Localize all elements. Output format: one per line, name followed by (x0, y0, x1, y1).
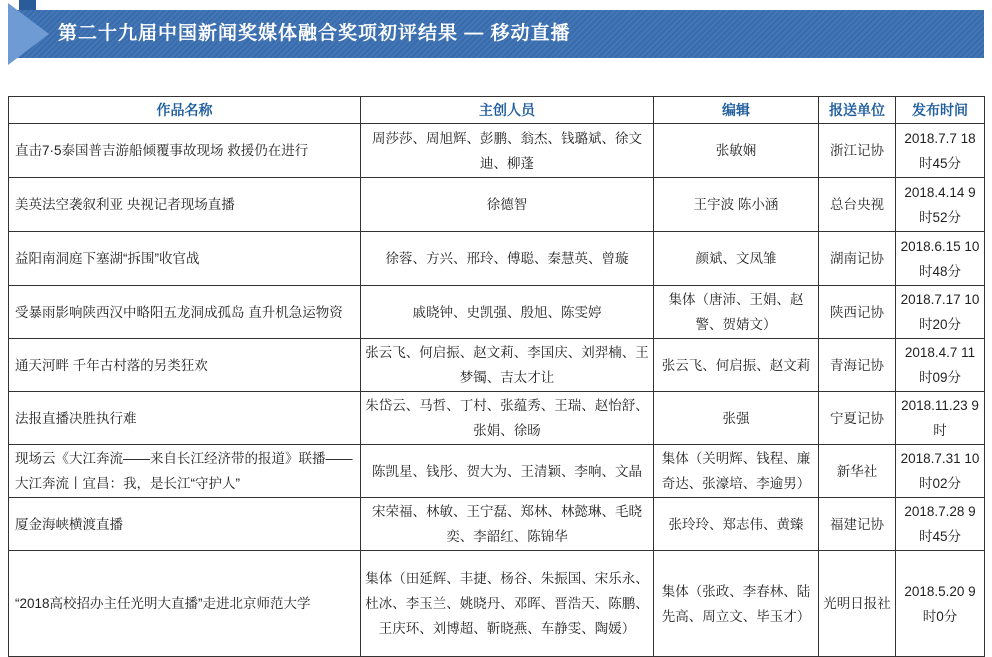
editor-cell: 集体（关明辉、钱程、廉奇达、张濠培、李逾男） (654, 445, 819, 498)
editor-cell: 集体（唐沛、王娟、赵警、贺婧文） (654, 286, 819, 339)
work-title-cell: 益阳南洞庭下塞湖“拆围”收官战 (9, 232, 361, 286)
time-cell: 2018.5.20 9时0分 (896, 551, 985, 657)
time-cell: 2018.6.15 10时48分 (896, 232, 985, 286)
editor-cell: 张强 (654, 392, 819, 445)
title-banner (8, 10, 984, 58)
table-row (9, 498, 985, 551)
work-title-cell: 现场云《大江奔流——来自长江经济带的报道》联播——大江奔流丨宜昌：我，是长江“守护人” (9, 445, 361, 498)
time-cell: 2018.4.7 11时09分 (896, 339, 985, 392)
creators-cell: 宋荣福、林敏、王宁磊、郑林、林懿琳、毛晓奕、李韶红、陈锦华 (361, 498, 654, 551)
time-cell: 2018.7.31 10时02分 (896, 445, 985, 498)
editor-cell: 王宇波 陈小涵 (654, 178, 819, 232)
results-table-container (8, 96, 985, 657)
editor-cell: 张云飞、何启振、赵文莉 (654, 339, 819, 392)
work-title-cell: 直击7·5泰国普吉游船倾覆事故现场 救援仍在进行 (9, 124, 361, 178)
col-header-editor: 编辑 (654, 97, 819, 124)
unit-cell: 新华社 (819, 445, 896, 498)
time-cell: 2018.4.14 9时52分 (896, 178, 985, 232)
table-row (9, 124, 985, 178)
arrow-right-icon (8, 3, 49, 65)
results-table (8, 96, 985, 657)
work-title-cell: 法报直播决胜执行难 (9, 392, 361, 445)
unit-cell: 浙江记协 (819, 124, 896, 178)
unit-cell: 福建记协 (819, 498, 896, 551)
unit-cell: 光明日报社 (819, 551, 896, 657)
table-row (9, 445, 985, 498)
creators-cell: 徐德智 (361, 178, 654, 232)
time-cell: 2018.7.28 9时45分 (896, 498, 985, 551)
work-title-cell: 受暴雨影响陕西汉中略阳五龙洞成孤岛 直升机急运物资 (9, 286, 361, 339)
page-title: 第二十九届中国新闻奖媒体融合奖项初评结果 — 移动直播 (58, 23, 571, 44)
table-row (9, 339, 985, 392)
creators-cell: 张云飞、何启振、赵文莉、李国庆、刘羿楠、王梦镯、吉太才让 (361, 339, 654, 392)
creators-cell: 陈凯星、钱彤、贺大为、王清颖、李响、文晶 (361, 445, 654, 498)
editor-cell: 张玲玲、郑志伟、黄臻 (654, 498, 819, 551)
creators-cell: 集体（田延辉、丰捷、杨谷、朱振国、宋乐永、杜冰、李玉兰、姚晓丹、邓晖、晋浩天、陈鹏、王庆环、刘博超、靳晓燕、车静雯、陶媛） (361, 551, 654, 657)
unit-cell: 总台央视 (819, 178, 896, 232)
unit-cell: 青海记协 (819, 339, 896, 392)
unit-cell: 宁夏记协 (819, 392, 896, 445)
work-title-cell: 美英法空袭叙利亚 央视记者现场直播 (9, 178, 361, 232)
work-title-cell: 厦金海峡横渡直播 (9, 498, 361, 551)
table-row (9, 392, 985, 445)
col-header-work: 作品名称 (9, 97, 361, 124)
work-title-cell: “2018高校招办主任光明大直播”走进北京师范大学 (9, 551, 361, 657)
unit-cell: 湖南记协 (819, 232, 896, 286)
col-header-unit: 报送单位 (819, 97, 896, 124)
table-row (9, 286, 985, 339)
editor-cell: 张敏娴 (654, 124, 819, 178)
editor-cell: 颜斌、文凤雏 (654, 232, 819, 286)
time-cell: 2018.11.23 9时 (896, 392, 985, 445)
col-header-time: 发布时间 (896, 97, 985, 124)
table-header-row (9, 97, 985, 124)
time-cell: 2018.7.7 18时45分 (896, 124, 985, 178)
time-cell: 2018.7.17 10时20分 (896, 286, 985, 339)
table-row (9, 178, 985, 232)
creators-cell: 戚晓钟、史凯强、殷旭、陈雯婷 (361, 286, 654, 339)
creators-cell: 徐蓉、方兴、邢玲、傅聪、秦慧英、曾璇 (361, 232, 654, 286)
table-row (9, 232, 985, 286)
work-title-cell: 通天河畔 千年古村落的另类狂欢 (9, 339, 361, 392)
table-row (9, 551, 985, 657)
creators-cell: 朱岱云、马哲、丁村、张蕴秀、王瑞、赵怡舒、张娟、徐旸 (361, 392, 654, 445)
col-header-creators: 主创人员 (361, 97, 654, 124)
creators-cell: 周莎莎、周旭辉、彭鹏、翁杰、钱璐斌、徐文迪、柳蓬 (361, 124, 654, 178)
unit-cell: 陕西记协 (819, 286, 896, 339)
editor-cell: 集体（张政、李春林、陆先高、周立文、毕玉才） (654, 551, 819, 657)
